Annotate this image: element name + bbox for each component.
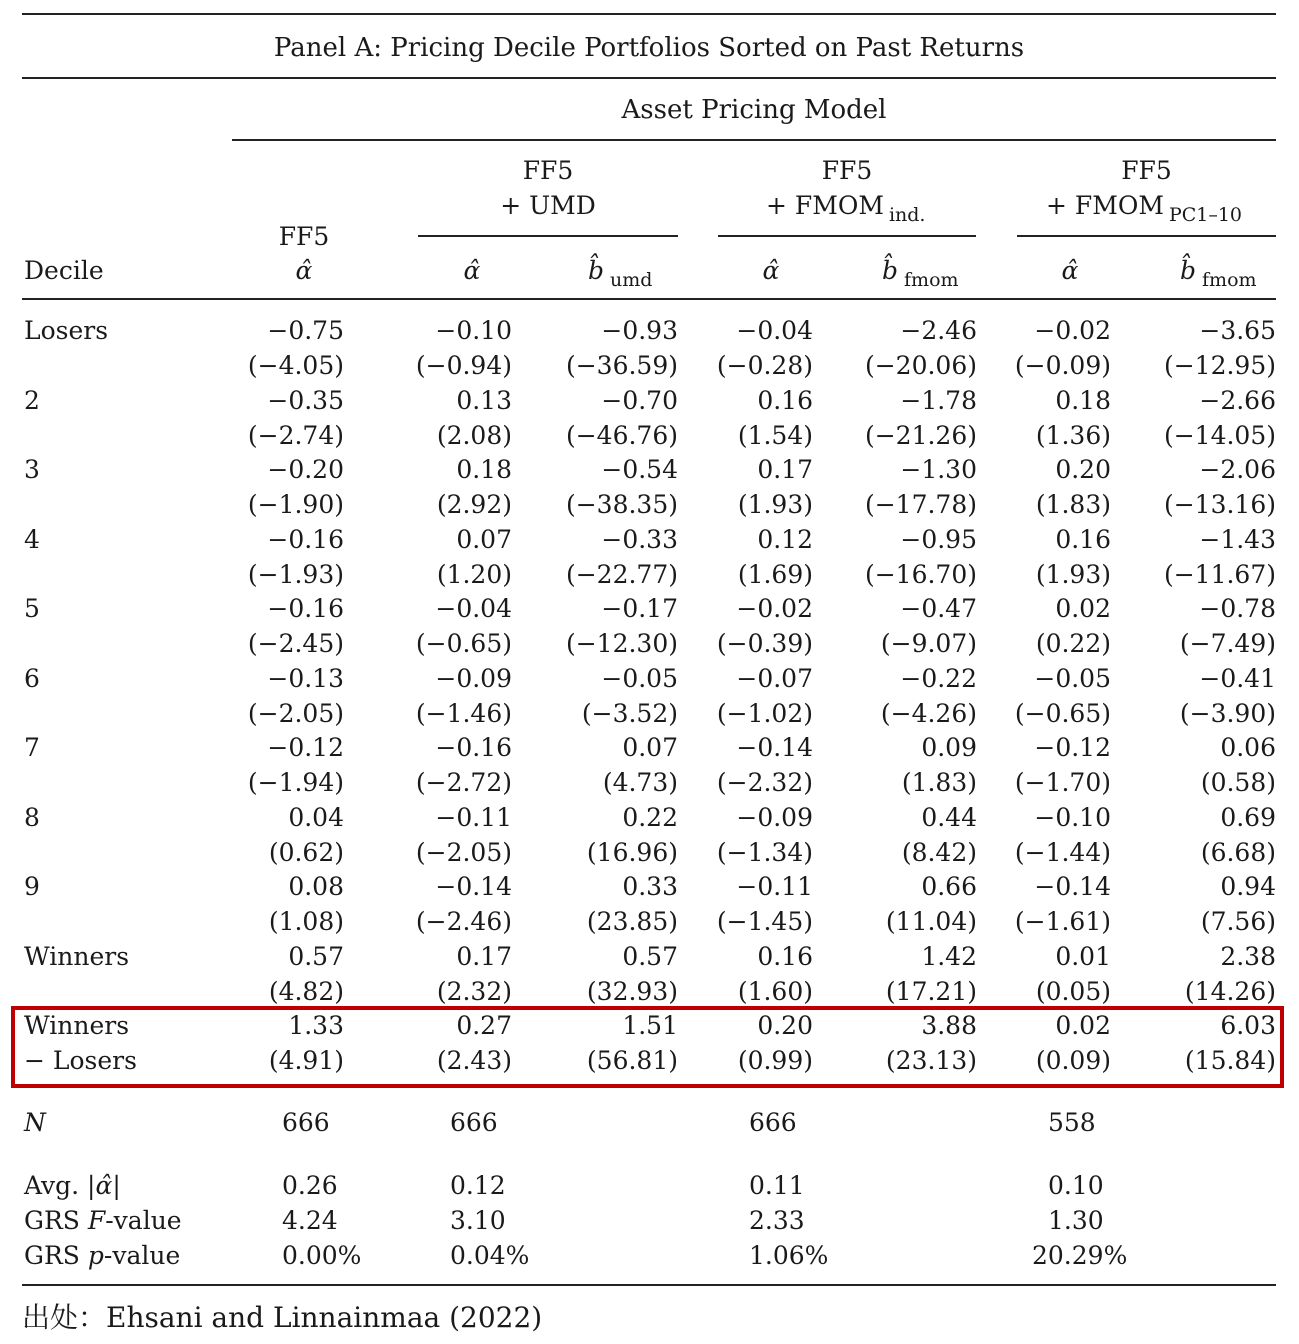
row-label: 6 xyxy=(24,663,40,693)
estimate-cell: 0.02 xyxy=(1055,1011,1111,1040)
stat-label-text: Avg. | xyxy=(24,1171,96,1200)
t-stat-cell: (−17.78) xyxy=(864,490,977,519)
estimate-cell: −3.65 xyxy=(1199,316,1276,345)
t-stat-cell: (−2.45) xyxy=(247,629,344,658)
estimate-cell: −0.14 xyxy=(435,872,512,901)
estimate-cell: −0.02 xyxy=(1034,316,1111,345)
estimate-cell: −0.11 xyxy=(435,802,512,832)
t-stat-cell: (11.04) xyxy=(885,907,977,936)
estimate-cell: −0.16 xyxy=(267,594,344,623)
estimate-cell: −0.12 xyxy=(267,733,344,762)
stat-value: 20.29% xyxy=(1032,1241,1128,1270)
header-rule xyxy=(22,298,1276,300)
stat-label-suffix: -value xyxy=(103,1241,181,1270)
estimate-cell: −0.16 xyxy=(435,733,512,762)
stat-label xyxy=(24,1206,182,1236)
t-stat-cell: (15.84) xyxy=(1184,1046,1276,1075)
t-stat-cell: (14.26) xyxy=(1184,976,1276,1006)
stat-value: 1.06% xyxy=(749,1241,829,1270)
t-stat-cell: (−1.34) xyxy=(716,837,813,867)
source-note: 出处：Ehsani and Linnainmaa (2022) xyxy=(22,1301,543,1334)
t-stat-cell: (1.08) xyxy=(268,907,344,936)
model-pc-name: FF5 xyxy=(1121,156,1172,185)
estimate-cell: 0.27 xyxy=(456,1011,512,1040)
stat-label xyxy=(24,1241,180,1271)
stat-label-symbol: F xyxy=(87,1206,106,1235)
estimate-cell: 3.88 xyxy=(921,1011,977,1040)
t-stat-cell: (−1.02) xyxy=(716,698,813,728)
estimate-cell: 2.38 xyxy=(1220,941,1276,971)
stat-label-text: GRS xyxy=(24,1241,88,1270)
t-stat-cell: (0.05) xyxy=(1035,976,1111,1006)
stat-label xyxy=(24,1171,121,1201)
umd-b-symbol: b̂ xyxy=(588,256,605,285)
estimate-cell: 1.51 xyxy=(622,1011,678,1040)
estimate-cell: −0.70 xyxy=(601,385,678,415)
estimate-cell: 0.69 xyxy=(1220,802,1276,832)
model-pc-subscript: PC1–10 xyxy=(1168,204,1243,226)
t-stat-cell: (4.82) xyxy=(268,976,344,1006)
n-value: 558 xyxy=(1048,1108,1096,1137)
t-stat-cell: (−2.32) xyxy=(716,768,813,797)
umd-rule xyxy=(418,235,678,237)
ind-b-symbol: b̂ xyxy=(882,256,899,285)
t-stat-cell: (17.21) xyxy=(885,976,977,1006)
estimate-cell: 0.20 xyxy=(757,1011,813,1040)
t-stat-cell: (−1.45) xyxy=(716,907,813,936)
estimate-cell: 0.57 xyxy=(288,941,344,971)
t-stat-cell: (8.42) xyxy=(901,837,977,867)
estimate-cell: −2.66 xyxy=(1199,385,1276,415)
row-label: 2 xyxy=(24,385,40,415)
estimate-cell: −0.54 xyxy=(601,455,678,484)
estimate-cell: −0.02 xyxy=(736,594,813,623)
estimate-cell: −0.14 xyxy=(1034,872,1111,901)
t-stat-cell: (−7.49) xyxy=(1179,629,1276,658)
stat-label-alpha: α̂ xyxy=(95,1171,113,1200)
estimate-cell: 0.08 xyxy=(288,872,344,901)
t-stat-cell: (16.96) xyxy=(586,837,678,867)
t-stat-cell: (2.32) xyxy=(436,976,512,1006)
estimate-cell: 0.18 xyxy=(1055,385,1111,415)
row-label: 8 xyxy=(24,802,40,832)
estimate-cell: −0.33 xyxy=(601,524,678,554)
t-stat-cell: (−3.90) xyxy=(1179,698,1276,728)
estimate-cell: 0.57 xyxy=(622,941,678,971)
estimate-cell: −1.43 xyxy=(1199,524,1276,554)
t-stat-cell: (−0.09) xyxy=(1014,351,1111,380)
t-stat-cell: (2.08) xyxy=(436,420,512,450)
model-ind-subscript: ind. xyxy=(888,204,926,226)
estimate-cell: 1.33 xyxy=(288,1011,344,1040)
t-stat-cell: (−38.35) xyxy=(565,490,678,519)
model-pc-line2 xyxy=(1046,191,1243,226)
estimate-cell: 0.17 xyxy=(757,455,813,484)
t-stat-cell: (−12.95) xyxy=(1163,351,1276,380)
pc-b-symbol: b̂ xyxy=(1180,256,1197,285)
estimate-cell: 0.20 xyxy=(1055,455,1111,484)
highlight-box xyxy=(11,1006,1284,1088)
estimate-cell: 0.16 xyxy=(757,385,813,415)
t-stat-cell: (0.99) xyxy=(737,1046,813,1075)
estimate-cell: 0.33 xyxy=(622,872,678,901)
stat-value: 0.00% xyxy=(282,1241,362,1270)
t-stat-cell: (0.62) xyxy=(268,837,344,867)
t-stat-cell: (4.91) xyxy=(268,1046,344,1075)
estimate-cell: 0.66 xyxy=(921,872,977,901)
estimate-cell: −0.09 xyxy=(435,663,512,693)
t-stat-cell: (1.83) xyxy=(1035,490,1111,519)
group-header: Asset Pricing Model xyxy=(621,95,887,125)
stat-value: 0.10 xyxy=(1048,1171,1104,1200)
row-label: Losers xyxy=(24,316,109,345)
t-stat-cell: (−9.07) xyxy=(880,629,977,658)
ind-b-header xyxy=(882,256,959,291)
estimate-cell: −1.78 xyxy=(900,385,977,415)
t-stat-cell: (−20.06) xyxy=(864,351,977,380)
row-label: 7 xyxy=(24,733,40,762)
estimate-cell: 0.94 xyxy=(1220,872,1276,901)
row-label: 5 xyxy=(24,594,40,623)
umd-alpha-header: α̂ xyxy=(463,256,481,285)
t-stat-cell: (1.36) xyxy=(1035,420,1111,450)
estimate-cell: −0.13 xyxy=(267,663,344,693)
t-stat-cell: (−3.52) xyxy=(581,698,678,728)
top-rule xyxy=(22,13,1276,15)
t-stat-cell: (56.81) xyxy=(586,1046,678,1075)
estimate-cell: −0.16 xyxy=(267,524,344,554)
estimate-cell: −0.04 xyxy=(435,594,512,623)
t-stat-cell: (−0.94) xyxy=(415,351,512,380)
t-stat-cell: (−2.05) xyxy=(247,698,344,728)
estimate-cell: 0.07 xyxy=(456,524,512,554)
model-umd-line2: + UMD xyxy=(500,191,596,220)
row-label: 3 xyxy=(24,455,40,484)
estimate-cell: −0.35 xyxy=(267,385,344,415)
ind-b-subscript: fmom xyxy=(904,269,959,291)
t-stat-cell: (1.60) xyxy=(737,976,813,1006)
row-label: Winners xyxy=(24,1011,130,1040)
stat-value: 0.11 xyxy=(749,1171,805,1200)
group-rule xyxy=(232,139,1276,141)
t-stat-cell: (−22.77) xyxy=(565,559,678,589)
estimate-cell: 0.17 xyxy=(456,941,512,971)
estimate-cell: −0.22 xyxy=(900,663,977,693)
pc-alpha-header: α̂ xyxy=(1061,256,1079,285)
estimate-cell: −0.09 xyxy=(736,802,813,832)
estimate-cell: −2.46 xyxy=(900,316,977,345)
estimate-cell: 0.09 xyxy=(921,733,977,762)
estimate-cell: 0.04 xyxy=(288,802,344,832)
t-stat-cell: (0.22) xyxy=(1035,629,1111,658)
ind-rule xyxy=(718,235,976,237)
estimate-cell: −0.05 xyxy=(1034,663,1111,693)
t-stat-cell: (−1.70) xyxy=(1014,768,1111,797)
stat-value: 1.30 xyxy=(1048,1206,1104,1235)
t-stat-cell: (1.93) xyxy=(737,490,813,519)
pc-b-subscript: fmom xyxy=(1202,269,1257,291)
estimate-cell: −2.06 xyxy=(1199,455,1276,484)
t-stat-cell: (−36.59) xyxy=(565,351,678,380)
pc-rule xyxy=(1017,235,1276,237)
stat-value: 4.24 xyxy=(282,1206,338,1235)
t-stat-cell: (−2.46) xyxy=(415,907,512,936)
t-stat-cell: (−21.26) xyxy=(864,420,977,450)
estimate-cell: 0.13 xyxy=(456,385,512,415)
stat-label-symbol: p xyxy=(87,1241,104,1270)
n-value: 666 xyxy=(450,1108,498,1137)
t-stat-cell: (2.43) xyxy=(436,1046,512,1075)
stat-label-suffix: -value xyxy=(105,1206,182,1235)
estimate-cell: 0.44 xyxy=(921,802,977,832)
n-label: N xyxy=(24,1108,46,1137)
t-stat-cell: (6.68) xyxy=(1200,837,1276,867)
estimate-cell: −0.47 xyxy=(900,594,977,623)
stat-value: 2.33 xyxy=(749,1206,805,1235)
t-stat-cell: (−16.70) xyxy=(864,559,977,589)
t-stat-cell: (−0.65) xyxy=(1014,698,1111,728)
stat-value: 0.12 xyxy=(450,1171,506,1200)
t-stat-cell: (−4.26) xyxy=(880,698,977,728)
estimate-cell: 0.12 xyxy=(757,524,813,554)
t-stat-cell: (32.93) xyxy=(586,976,678,1006)
t-stat-cell: (−1.44) xyxy=(1014,837,1111,867)
t-stat-cell: (23.13) xyxy=(885,1046,977,1075)
stat-value: 0.26 xyxy=(282,1171,338,1200)
model-pc-line2-text: + FMOM xyxy=(1046,191,1164,220)
n-value: 666 xyxy=(282,1108,330,1137)
t-stat-cell: (2.92) xyxy=(436,490,512,519)
t-stat-cell: (0.09) xyxy=(1035,1046,1111,1075)
stat-label-suffix: | xyxy=(112,1171,121,1200)
panel-title: Panel A: Pricing Decile Portfolios Sorted on Past Returns xyxy=(273,33,1025,63)
estimate-cell: −0.05 xyxy=(601,663,678,693)
bottom-rule xyxy=(22,1284,1276,1286)
decile-header: Decile xyxy=(24,256,104,285)
estimate-cell: −0.14 xyxy=(736,733,813,762)
t-stat-cell: (1.54) xyxy=(737,420,813,450)
model-ff5-name: FF5 xyxy=(278,222,330,251)
estimate-cell: −0.41 xyxy=(1199,663,1276,693)
model-ind-name: FF5 xyxy=(821,156,873,185)
t-stat-cell: (−0.65) xyxy=(415,629,512,658)
estimate-cell: −0.78 xyxy=(1199,594,1276,623)
estimate-cell: −0.07 xyxy=(736,663,813,693)
estimate-cell: −0.93 xyxy=(601,316,678,345)
estimate-cell: −1.30 xyxy=(900,455,977,484)
estimate-cell: 0.01 xyxy=(1055,941,1111,971)
t-stat-cell: (−13.16) xyxy=(1163,490,1276,519)
ff5-alpha-header: α̂ xyxy=(295,256,313,285)
estimate-cell: −0.20 xyxy=(267,455,344,484)
estimate-cell: −0.11 xyxy=(736,872,813,901)
t-stat-cell: (−1.46) xyxy=(415,698,512,728)
t-stat-cell: (0.58) xyxy=(1200,768,1276,797)
model-umd-name: FF5 xyxy=(522,156,574,185)
t-stat-cell: (−0.39) xyxy=(716,629,813,658)
t-stat-cell: (−1.94) xyxy=(247,768,344,797)
stat-value: 0.04% xyxy=(450,1241,530,1270)
model-ind-line2-text: + FMOM xyxy=(766,191,884,220)
estimate-cell: −0.10 xyxy=(435,316,512,345)
estimate-cell: 0.07 xyxy=(622,733,678,762)
t-stat-cell: (1.93) xyxy=(1035,559,1111,589)
estimate-cell: −0.95 xyxy=(900,524,977,554)
row-label-line2: − Losers xyxy=(24,1046,137,1075)
t-stat-cell: (1.83) xyxy=(901,768,977,797)
t-stat-cell: (−1.90) xyxy=(247,490,344,519)
row-label: Winners xyxy=(24,941,130,971)
title-rule xyxy=(22,77,1276,79)
estimate-cell: 6.03 xyxy=(1220,1011,1276,1040)
estimate-cell: 0.18 xyxy=(456,455,512,484)
umd-b-subscript: umd xyxy=(610,269,653,291)
estimate-cell: −0.10 xyxy=(1034,802,1111,832)
t-stat-cell: (−46.76) xyxy=(565,420,678,450)
t-stat-cell: (7.56) xyxy=(1200,907,1276,936)
estimate-cell: 0.02 xyxy=(1055,594,1111,623)
t-stat-cell: (−14.05) xyxy=(1163,420,1276,450)
estimate-cell: −0.04 xyxy=(736,316,813,345)
row-label: 4 xyxy=(24,524,40,554)
n-value: 666 xyxy=(749,1108,797,1137)
t-stat-cell: (23.85) xyxy=(586,907,678,936)
estimate-cell: 0.16 xyxy=(1055,524,1111,554)
t-stat-cell: (−1.93) xyxy=(247,559,344,589)
t-stat-cell: (4.73) xyxy=(602,768,678,797)
t-stat-cell: (−1.61) xyxy=(1014,907,1111,936)
ind-alpha-header: α̂ xyxy=(762,256,780,285)
stat-label-text: GRS xyxy=(24,1206,88,1235)
t-stat-cell: (−0.28) xyxy=(716,351,813,380)
t-stat-cell: (−12.30) xyxy=(565,629,678,658)
pc-b-header xyxy=(1180,256,1257,291)
t-stat-cell: (1.69) xyxy=(737,559,813,589)
estimate-cell: −0.75 xyxy=(267,316,344,345)
t-stat-cell: (1.20) xyxy=(436,559,512,589)
umd-b-header xyxy=(588,256,653,291)
model-ind-line2 xyxy=(766,191,926,226)
stat-value: 3.10 xyxy=(450,1206,506,1235)
estimate-cell: 0.16 xyxy=(757,941,813,971)
estimate-cell: −0.17 xyxy=(601,594,678,623)
estimate-cell: −0.12 xyxy=(1034,733,1111,762)
t-stat-cell: (−2.05) xyxy=(415,837,512,867)
t-stat-cell: (−11.67) xyxy=(1163,559,1276,589)
t-stat-cell: (−4.05) xyxy=(247,351,344,380)
t-stat-cell: (−2.72) xyxy=(415,768,512,797)
t-stat-cell: (−2.74) xyxy=(247,420,344,450)
estimate-cell: 0.06 xyxy=(1220,733,1276,762)
row-label: 9 xyxy=(24,872,40,901)
estimate-cell: 0.22 xyxy=(622,802,678,832)
estimate-cell: 1.42 xyxy=(921,941,977,971)
